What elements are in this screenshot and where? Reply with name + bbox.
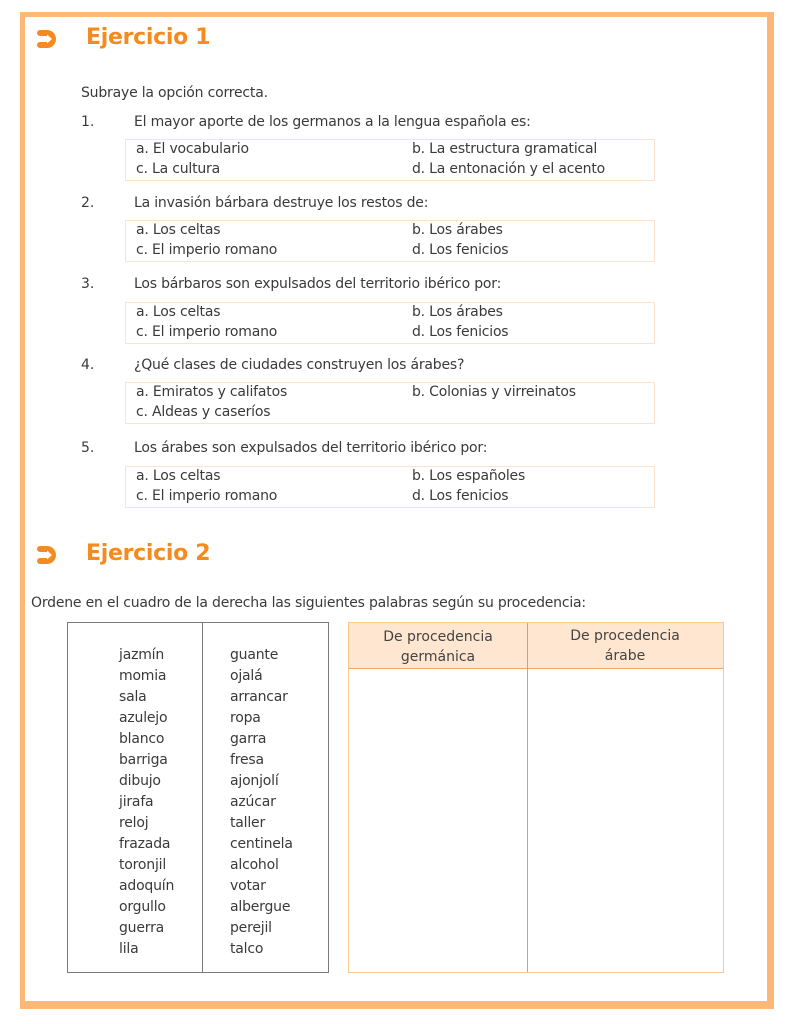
options-box [125,302,655,344]
word-item: garra [230,731,267,747]
question-number: 1. [81,114,95,130]
header-arabic [527,626,723,666]
option-a[interactable]: a. Los celtas [136,304,221,320]
word-item: azúcar [230,794,276,810]
option-c[interactable]: c. El imperio romano [136,242,278,258]
option-a[interactable]: a. Los celtas [136,222,221,238]
question-text: Los bárbaros son expulsados del territorio ibérico por: [134,276,502,292]
header-line: De procedencia [570,628,680,644]
question-number: 2. [81,195,95,211]
word-item: guante [230,647,279,663]
option-a[interactable]: a. Emiratos y califatos [136,384,288,400]
option-b[interactable]: b. Colonias y virreinatos [412,384,576,400]
word-item: azulejo [119,710,168,726]
option-b[interactable]: b. La estructura gramatical [412,141,598,157]
options-box [125,466,655,508]
option-c[interactable]: c. La cultura [136,161,220,177]
word-column-2 [230,645,293,960]
word-item: jazmín [119,647,165,663]
word-item: orgullo [119,899,166,915]
word-item: jirafa [119,794,154,810]
word-item: frazada [119,836,171,852]
word-item: sala [119,689,147,705]
word-item: arrancar [230,689,288,705]
word-column-1 [119,645,174,960]
option-d[interactable]: d. Los fenicios [412,324,509,340]
word-item: talco [230,941,264,957]
word-item: ropa [230,710,261,726]
word-item: centinela [230,836,293,852]
word-item: alcohol [230,857,279,873]
word-item: ajonjolí [230,773,279,789]
option-a[interactable]: a. Los celtas [136,468,221,484]
option-d[interactable]: d. Los fenicios [412,488,509,504]
arabic-answer-cell[interactable] [528,670,723,972]
word-item: adoquín [119,878,175,894]
header-line: germánica [400,649,476,665]
word-item: ojalá [230,668,263,684]
question-number: 5. [81,440,95,456]
question-number: 4. [81,357,95,373]
word-item: lila [119,941,139,957]
germanic-answer-cell[interactable] [349,670,527,972]
word-item: reloj [119,815,149,831]
word-item: barriga [119,752,168,768]
column-divider [202,623,203,972]
arrow-circle-right-icon [34,29,58,49]
header-line: De procedencia [383,629,493,645]
word-item: momia [119,668,167,684]
exercise-2-title: Ejercicio 2 [86,541,211,566]
header-germanic [349,627,527,667]
exercise-2-heading [34,541,211,566]
question-text: La invasión bárbara destruye los restos de: [134,195,429,211]
word-item: fresa [230,752,264,768]
word-item: perejil [230,920,272,936]
options-box [125,220,655,262]
exercise-1-instruction: Subraye la opción correcta. [81,85,268,101]
word-item: albergue [230,899,291,915]
option-c[interactable]: c. El imperio romano [136,324,278,340]
word-item: dibujo [119,773,161,789]
word-item: blanco [119,731,165,747]
option-c[interactable]: c. El imperio romano [136,488,278,504]
word-item: votar [230,878,266,894]
option-c[interactable]: c. Aldeas y caseríos [136,404,271,420]
arrow-circle-right-icon [34,545,58,565]
question-text: El mayor aporte de los germanos a la lengua española es: [134,114,531,130]
word-list-table [67,622,329,973]
options-box [125,139,655,181]
exercise-1-heading [34,25,211,50]
question-text: Los árabes son expulsados del territorio ibérico por: [134,440,488,456]
word-item: toronjil [119,857,167,873]
option-b[interactable]: b. Los españoles [412,468,526,484]
word-item: guerra [119,920,165,936]
exercise-2-instruction: Ordene en el cuadro de la derecha las siguientes palabras según su procedencia: [31,595,586,611]
options-box [125,382,655,424]
header-line: árabe [604,648,646,664]
option-a[interactable]: a. El vocabulario [136,141,249,157]
option-b[interactable]: b. Los árabes [412,304,503,320]
option-d[interactable]: d. Los fenicios [412,242,509,258]
classification-table [348,622,724,973]
option-d[interactable]: d. La entonación y el acento [412,161,605,177]
question-number: 3. [81,276,95,292]
question-text: ¿Qué clases de ciudades construyen los árabes? [134,357,465,373]
word-item: taller [230,815,266,831]
exercise-1-title: Ejercicio 1 [86,25,211,50]
option-b[interactable]: b. Los árabes [412,222,503,238]
